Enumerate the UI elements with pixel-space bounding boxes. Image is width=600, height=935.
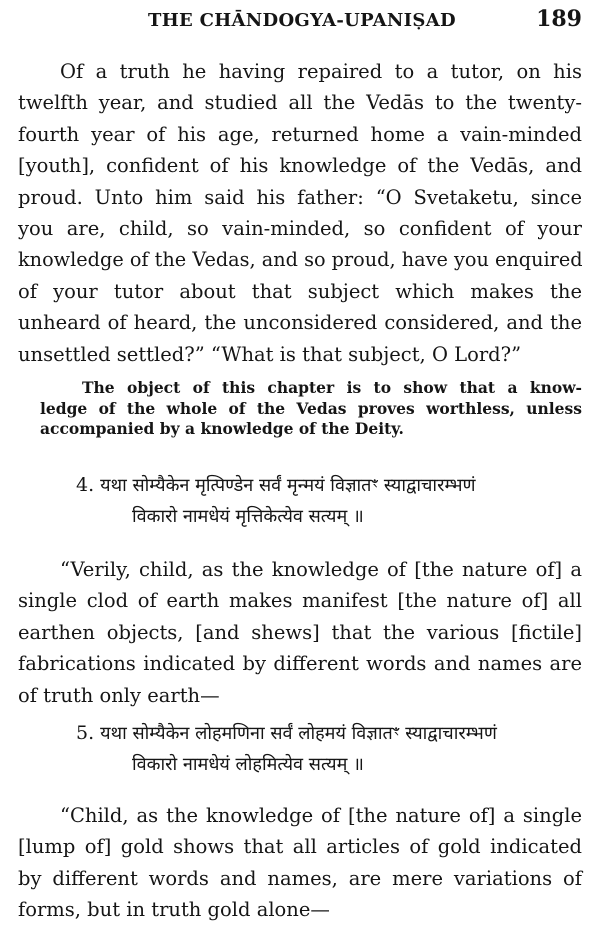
paragraph-1-line: Of a truth he having repaired to a tutor, on his bbox=[60, 60, 582, 83]
paragraph-3 bbox=[18, 800, 582, 926]
paragraph-2-line: single clod of earth makes manifest [the nature of] all bbox=[18, 589, 582, 613]
paragraph-2-line: fabrications indicated by different words and names are bbox=[18, 652, 582, 676]
paragraph-1-line: twelfth year, and studied all the Vedās to the twenty- bbox=[18, 91, 582, 115]
paragraph-1-line: [youth], confident of his knowledge of the Vedās, and bbox=[18, 154, 582, 178]
commentary-note bbox=[40, 378, 582, 440]
paragraph-1-line: fourth year of his age, returned home a vain-minded bbox=[18, 122, 582, 146]
paragraph-1-line: knowledge of the Vedas, and so proud, have you enquired bbox=[18, 248, 583, 272]
paragraph-3-line: [lump of] gold shows that all articles of gold indicated bbox=[18, 835, 582, 859]
verse-5-line-1 bbox=[76, 718, 596, 749]
page-header bbox=[0, 4, 600, 40]
paragraph-2 bbox=[18, 554, 582, 711]
note-line: accompanied by a knowledge of the Deity. bbox=[40, 419, 404, 438]
paragraph-1 bbox=[18, 56, 582, 370]
paragraph-2-line: earthen objects, [and shews] that the various [fictile] bbox=[18, 620, 582, 644]
paragraph-1-line: you are, child, so vain-minded, so confident of your bbox=[18, 216, 582, 240]
paragraph-3-line: “Child, as the knowledge of [the nature of] a single bbox=[60, 804, 582, 827]
paragraph-1-line: proud. Unto him said his father: “O Svetaketu, since bbox=[18, 185, 582, 209]
sanskrit-verse-5 bbox=[76, 718, 596, 780]
paragraph-2-line: of truth only earth— bbox=[18, 683, 220, 707]
page-number: 189 bbox=[536, 6, 582, 32]
sanskrit-verse-4 bbox=[76, 470, 596, 532]
paragraph-2-line: “Verily, child, as the knowledge of [the nature of] a bbox=[60, 558, 582, 581]
running-title: THE CHĀNDOGYA-UPANIṢAD bbox=[148, 10, 456, 31]
verse-number: 4. bbox=[76, 474, 95, 496]
note-line: The object of this chapter is to show that a know- bbox=[82, 378, 582, 397]
verse-number: 5. bbox=[76, 722, 95, 744]
paragraph-3-line: forms, but in truth gold alone— bbox=[18, 898, 330, 922]
paragraph-1-line: of your tutor about that subject which makes the bbox=[18, 279, 582, 303]
verse-text: यथा सोम्यैकेन मृत्पिण्डेन सर्वं मृन्मयं विज्ञातꣳ स्याद्वाचारम्भणं bbox=[100, 475, 476, 496]
paragraph-3-line: by different words and names, are mere variations of bbox=[18, 866, 582, 890]
verse-5-line-2: विकारो नामधेयं लोहमित्येव सत्यम् ॥ bbox=[132, 754, 364, 775]
verse-4-line-1 bbox=[76, 470, 596, 501]
paragraph-1-line: unheard of heard, the unconsidered considered, and the bbox=[18, 311, 582, 335]
note-line: ledge of the whole of the Vedas proves worthless, unless bbox=[40, 398, 582, 418]
verse-text: यथा सोम्यैकेन लोहमणिना सर्वं लोहमयं विज्ञातꣳ स्याद्वाचारम्भणं bbox=[100, 723, 497, 744]
verse-4-line-2: विकारो नामधेयं मृत्तिकेत्येव सत्यम् ॥ bbox=[132, 506, 364, 527]
paragraph-1-line: unsettled settled?” “What is that subject, O Lord?” bbox=[18, 342, 522, 366]
